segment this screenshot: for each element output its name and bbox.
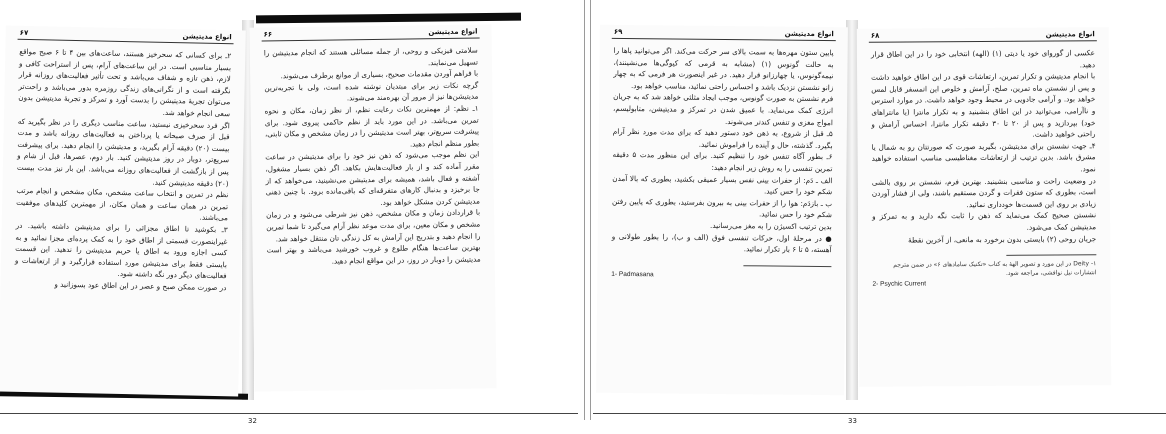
footnote: 2- Psychic Current <box>872 280 927 288</box>
footnote: انتشارات نیل نوافشی، مراجعه شود. <box>1005 269 1097 277</box>
page-bottom-rule <box>593 413 1166 414</box>
paragraph: ب ـ بازدَم: هوا را از حفرات بینی به بیرون بفرستید، بطوری که پایین رفتن شکم خود را حس نمائید. <box>612 196 833 220</box>
paragraph: سلامتی فیزیکی و روحی، از جمله مسائلی هستند که انجام مدیتیشن را تسهیل می‌نمایند. <box>263 45 479 67</box>
paragraph: بهترین ساعت‌ها هنگام طلوع و غروب خورشید می‌باشد و بهتر است مدیتیشن را دوبار در روز، در این مواقع انجام دهید. <box>266 242 481 266</box>
header-page-number: ۶۹ <box>613 27 623 36</box>
running-header <box>261 24 479 41</box>
paragraph: با انجام مدیتیشن و تکرار تمرین، ارتعاشات قوی در این اطاق خواهید داشت و پس از نشستن ماه تمرین، صلح، آرامش و خلوص این اتمسفر قابل لمس خواهد بود. و آرامی جادویی در محیط وجود خواهد داشت. در موارد استرس و ناآرامی، می‌توانید در این اطاق بنشینید و به تکرار مانترا (یا مانتراهای خود) بپردازید و پس از ۲۰ تا ۳۰ دقیقه تکرار مانترا، احساس آرامش و راحتی خواهید داشت. <box>871 71 1096 139</box>
header-title: انواع مدیتیشن <box>1045 30 1095 39</box>
paragraph: نشستن صحیح کمک می‌نماید که ذهن را ثابت نگه دارید و به تمرکز و مدیتیشن کمک می‌شود. <box>872 210 1097 232</box>
header-title: انواع مدیتیشن <box>428 27 478 37</box>
running-header <box>869 27 1097 43</box>
paragraph: ● در مرحلهٔ اول، حرکات تنفسی فوق (الف و ب)، را بطور طولانی و آهسته، ۵ تا ۶ بار تکرار نمائید. <box>611 231 832 255</box>
page-body <box>871 47 1097 381</box>
paragraph: نظم در تمرین و انتخاب ساعت مشخص، مکان مشخص و انجام مرتب تمرین در همان ساعت و همان مکان، از مهمترین کلیدهای موفقیت می‌باشند. <box>16 185 229 223</box>
page-body <box>610 45 834 389</box>
book-page-66 <box>249 24 496 391</box>
footnote-rule <box>1007 254 1097 256</box>
header-title: انواع مدیتیشن <box>182 32 232 42</box>
paragraph: ۳ـ بکوشید تا اطاق مجزائی را برای مدیتیشن داشته باشید. در غیراینصورت قسمتی از اطاق خود را به کمک پرده‌ای مجزا نمائید و به کسی اجازه ورود به اطاق یا حریم مدیتیشن را ندهید. این قسمت بایستی فقط برای مدیتیشن مورد استفاده قرارگیرد و از ارتعاشات و فعالیت‌های دیگر دور نگه داشته شود. <box>14 220 228 281</box>
paragraph: فرم نشستن به صورت گونوس، موجب ایجاد مثلثی خواهد شد که به جریان انرژی کمک می‌نماید. با عمیق شدن در تمرکز و مدیتیشن، متابولیسم، امواج مغزی و تنفس کندتر می‌شوند. <box>613 92 834 127</box>
book-page-68 <box>857 27 1111 387</box>
page-divider <box>584 0 585 420</box>
paragraph: در وضعیت راحت و مناسبی بنشینید. بهترین فرم، نشستن بر روی بالشی است، بطوری که ستون فقرات و گردن مستقیم باشند، ولی از فشار آوردن زیادی بر روی این قسمت‌ها خودداری نمائید. <box>871 175 1097 209</box>
header-page-number: ۶۶ <box>263 30 273 39</box>
book-page-67 <box>0 26 246 397</box>
paragraph: جریان روحی (۲) بایستی بدون برخورد به مانعی، از آخرین نقطهٔ <box>908 233 1097 245</box>
paragraph: الف ـ دَم: از حفرات بینی نفس بسیار عمیقی بکشید، بطوری که بالا آمدن شکم خود را حس کنید. <box>612 173 833 197</box>
page-bottom-rule <box>0 413 578 414</box>
page-divider <box>590 0 591 420</box>
paragraph: ۴ـ جهت نشستن برای مدیتیشن، بگیرید صورت که صورتتان رو به شمال یا مشرق باشد. بدین ترتیب از ارتعاشات مغناطیسی مناسب استفاده خواهید نمود. <box>871 140 1096 174</box>
paragraph: پایین ستون مهره‌ها به سمت بالای سر حرکت می‌کند. اگر می‌توانید پاها را به حالت گونوس (۱) (مشابه به قرمی که کیوگی‌ها می‌نشینند)، نیمه‌گونوس، یا چهارزانو قرار دهید. در غیر اینصورت هر فرمی که به چهار زانو نشستن نزدیک باشد و احساس راحتی نمائید، مناسب خواهد بود. <box>613 45 834 92</box>
page-body <box>12 46 231 390</box>
page-body <box>264 45 483 386</box>
viewer-page-number-left: 32 <box>248 417 257 425</box>
header-title: انواع مدیتیشن <box>784 29 834 39</box>
paragraph: ۲ـ برای کسانی که سحرخیز هستند، ساعت‌های بین ۴ تا ۶ صبح مواقع بسیار مناسبی است. در این ساعت‌های آرام، پس از استراحت کافی و لازم، ذهن تازه و شفاف می‌باشد و تحت تأثیر فعالیت‌های روزانه قرار نگرفته است و از نگرانی‌های زندگی روزمره بدور می‌باشد و راحت‌تر می‌توان تجربهٔ مدیتیشن را بدست آورد و تمرکز و تجربهٔ مدیتیشن بدون سعی انجام خواهد شد. <box>18 46 232 119</box>
paragraph: ۱ـ نظم: از مهمترین نکات رعایت نظم، از نظر زمان، مکان و نحوه تمرین می‌باشد. در این مورد باید از نظم حاکمی پیروی شود. برای پیشرفت سریع‌تر، بهتر است مدیتیشن را در زمان مشخص و مکان ثابتی، بطور منظم انجام دهید. <box>264 103 480 149</box>
running-header <box>612 25 836 41</box>
viewer-page-number-right: 33 <box>848 417 857 425</box>
footnote: 1- Padmasana <box>611 270 654 278</box>
paragraph: با فراهم آوردن مقدمات صحیح، بسیاری از موانع برطرف می‌شوند. <box>280 68 479 81</box>
paragraph: این نظم موجب می‌شود که ذهن نیز خود را برای مدیتیشن در ساعت مقرر آماده کند و از بار فعالیت‌هایش بکاهد. اگر ذهن بسیار مشغول، آشفته و فعال باشد، همیشه برای مدیتیشن می‌نشینید، می‌خواهد که از جا برخیزد و بدنبال کارهای متفرقه‌ای که باقی‌مانده برود. با چنین ذهنی مدیتیشن کردن مشکل خواهد بود. <box>265 149 480 207</box>
paragraph: بدین ترتیب اکسیژن را به مغز می‌رسانید. <box>710 220 832 232</box>
footnote: ۱- Deity در این مورد و تصویر الههٔ به کتاب «تکنیک سامادهای ۶» در ضمن مترجم <box>893 260 1097 269</box>
paragraph: گرچه نکات زیر برای مبتدیان نوشته شده است، ولی با تجربه‌ترین مدیتیشن‌ها نیز از مرور آن بهره‌مند می‌شوند. <box>264 80 479 103</box>
paragraph: ۵ـ قبل از شروع، به ذهن خود دستور دهید که برای مدت مورد نظر آرام بگیرد. گذشته، حال و آینده را فراموش نمائید. <box>612 127 833 150</box>
paragraph: در صورت ممکن صبح و عصر در این اطاق عود بسوزانید و <box>54 279 227 293</box>
paragraph: با قراردادن زمان و مکان مشخص، ذهن نیز شرطی می‌شود و در زمان مشخص و مکان معین، برای مدت موعد نظر آرام می‌گیرد تا شما تمرین را انجام دهید و بتدریج این آرامش به کل زندگی تان منتقل خواهد شد. <box>266 207 481 243</box>
paragraph: اگر فرد سحرخیزی نیستید، ساعت مناسب دیگری را در نظر بگیرید که قبل از صرف صبحانه یا پرداختن به فعالیت‌های روزانه باشد و مدت بیست (۲۰) دقیقه آرام بگیرید، و مدیتیشن را انجام دهید. برای پیشرفت سریع‌تر، دوبار در روز مدیتیشن کنید. بار دوم، عصرها، قبل از شام و پس از بازگشت از فعالیت‌های روزانه می‌باشد. این بار نیز مدت بیست (۲۰) دقیقه مدیتیشن کنید. <box>16 116 230 188</box>
footnote-rule <box>743 265 831 267</box>
header-page-number: ۶۷ <box>19 28 29 37</box>
paragraph: عکسی از گورو‌ای خود یا دیتی (۱) (الهه) انتخابی خود را در این اطاق قرار دهید. <box>870 48 1096 69</box>
header-page-number: ۶۸ <box>870 31 880 40</box>
book-page-69 <box>596 25 848 396</box>
paragraph: ۶ـ بطور آگاه تنفس خود را تنظیم کنید. برای این منظور مدت ۵ دقیقه تمرین تنفسی را به روش زیر انجام دهید: <box>612 150 833 174</box>
